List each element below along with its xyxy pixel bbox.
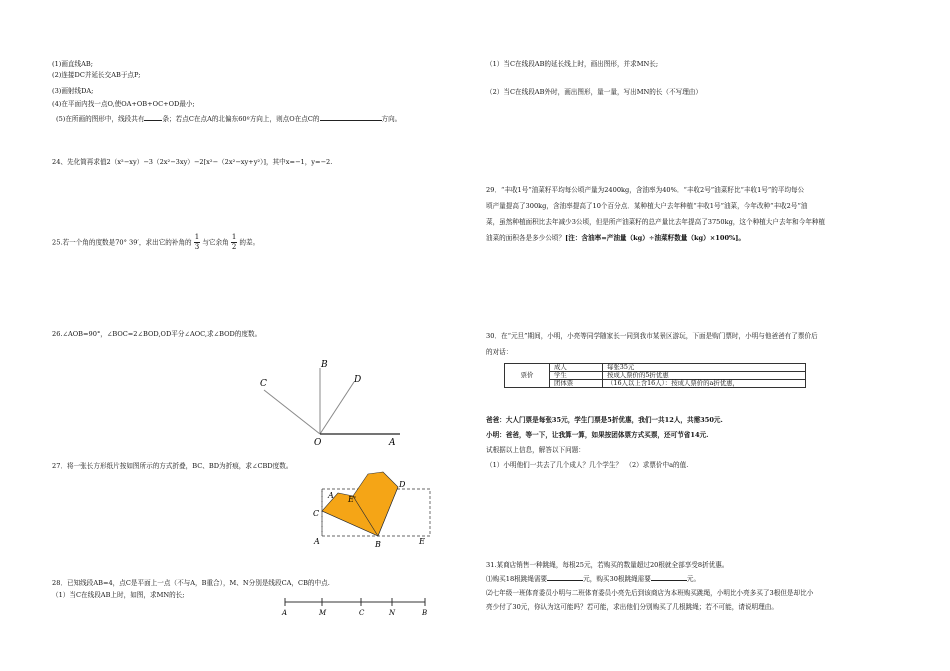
question-31-line3: ⑵七年级一班体育委员小明与二班体育委员小亮先后到该商店为本班购买跳绳，小明比小亮多买了3根但是却比小 (486, 589, 814, 597)
question-30-line3: 试根据以上信息，解答以下问题： (486, 446, 585, 454)
question-24: 24、先化简再求值2（x²−xy）−3（2x²−3xy）−2[x²−（2x²−xy+y²）]，其中x=−1，y=−2. (52, 158, 333, 166)
fraction-one-third: $\frac{1}{3}$ (194, 233, 200, 251)
ray-oc (264, 390, 320, 434)
dialogue-xiaoming: 小明：爸爸，等一下，让我算一算，如果按团体票方式买票，还可节省14元. (486, 431, 709, 439)
label-a: A (282, 609, 288, 617)
fraction-one-half: $\frac{1}{2}$ (231, 233, 237, 251)
question-28-part1: （1）当C在线段AB上时，如图，求MN的长; (52, 591, 185, 599)
table-cell: 每张35元 (603, 364, 806, 372)
q25-text-c: 的差。 (239, 238, 260, 247)
answer-blank[interactable] (144, 120, 162, 121)
question-29-line4 (486, 234, 745, 242)
q25-text-b: 与它余角 (202, 238, 229, 247)
ray-od (320, 382, 354, 434)
q29-question: 油菜的面积各是多少公顷？ (486, 234, 566, 242)
label-e-prime: E' (348, 495, 357, 504)
label-d: D (354, 375, 362, 385)
label-a: A (389, 438, 396, 448)
q-prev-step2: (2)连接DC并延长交AB于点P; (52, 71, 141, 79)
table-cell: 学生 (550, 372, 603, 380)
question-29-line3: 菜，虽然种植面积比去年减少3公顷，但是所产油菜籽的总产量比去年提高了3750kg，这个种植大户去年和今年种植 (486, 218, 826, 226)
q-prev-step5-b: 条；若点C在点A的北偏东60º方向上，则点O在点C的 (162, 115, 320, 123)
answer-blank[interactable] (547, 580, 583, 581)
q31-part1-b: 元，购买30根跳绳需要 (583, 575, 651, 583)
q-prev-step3: (3)画射线DA; (52, 87, 94, 95)
question-27: 27．将一张长方形纸片按如图所示的方式折叠，BC、BD为折痕，求∠CBD度数。 (52, 462, 293, 470)
dialogue-dad: 爸爸：大人门票是每张35元，学生门票是5折优惠，我们一共12人，共需350元. (486, 416, 723, 424)
table-row (505, 380, 806, 388)
table-cell: 成人 (550, 364, 603, 372)
question-30-line4: （1）小明他们一共去了几个成人？几个学生？ （2）求票价中a的值. (486, 461, 689, 469)
question-31-line4: 亮少付了30元，你认为这可能吗？若可能，求出他们分别购买了几根跳绳；若不可能，请说明理由。 (486, 603, 778, 611)
q-prev-step5 (56, 115, 401, 123)
label-c: C (313, 509, 320, 518)
question-28-cont-part2: （2）当C在线段AB外时，画出图形，量一量，写出MN的长（不写理由） (486, 88, 702, 96)
label-b: B (422, 609, 428, 617)
label-m: M (319, 609, 327, 617)
q31-part1-c: 元。 (686, 575, 701, 583)
ticket-price-table (504, 363, 806, 388)
q-prev-step4: (4)在平面内找一点O,使OA+OB+OC+OD最小; (52, 100, 195, 108)
label-b: B (375, 540, 381, 549)
answer-blank[interactable] (320, 120, 382, 121)
q-prev-step1: (1)画直线AB; (52, 60, 93, 68)
question-26: 26.∠AOB=90°，∠BOC=2∠BOD,OD平分∠AOC,求∠BOD的度数。 (52, 330, 262, 338)
label-c: C (359, 609, 365, 617)
q31-part1-a: ⑴购买18根跳绳需要 (486, 575, 548, 583)
question-31-line2 (486, 575, 700, 583)
angle-figure (250, 352, 410, 452)
question-25 (52, 233, 259, 252)
q-prev-step5-c: 方向。 (381, 115, 402, 123)
label-d: D (399, 480, 406, 489)
question-28-cont-part1: （1）当C在线段AB的延长线上时，画出图形，并求MN长; (486, 60, 659, 68)
question-30-line1: 30．在“元旦”期间，小明，小亮等同学随家长一同到我市某景区游玩，下面是购门票时，小明与他爸爸有了票价后 (486, 332, 818, 340)
question-30-line2: 的对话： (486, 348, 513, 356)
label-n: N (389, 609, 396, 617)
table-cell: 团体票 (550, 380, 603, 388)
q29-note: [注：含油率=产油量（kg）÷油菜籽数量（kg）×100%]。 (565, 234, 746, 242)
table-header-price: 票价 (505, 364, 550, 388)
folding-figure (308, 466, 440, 550)
segment-figure (275, 594, 435, 618)
label-a-prime: A (328, 491, 334, 500)
q25-text-a: 25.若一个角的度数是70° 39′，求出它的补角的 (52, 238, 192, 247)
label-o: O (314, 438, 322, 448)
label-a: A (314, 537, 320, 546)
table-cell: （16人以上含16人）：按成人票价的a折优惠， (603, 380, 806, 388)
answer-blank[interactable] (651, 580, 687, 581)
label-e: E (419, 537, 425, 546)
question-29-line1: 29．“丰收1号”油菜籽平均每公顷产量为2400kg，含油率为40%．“丰收2号”油菜籽比“丰收1号”的平均每公 (486, 186, 805, 194)
table-cell: 按成人票价的5折优惠 (603, 372, 806, 380)
label-c: C (260, 379, 267, 389)
question-29-line2: 顷产量提高了300kg，含油率提高了10个百分点．某种植大户去年种植“丰收1号”油菜，今年改种“丰收2号”油 (486, 202, 808, 210)
question-28: 28．已知线段AB=4，点C是平面上一点（不与A，B重合），M、N分别是线段CA，CB的中点. (52, 579, 330, 587)
question-31-line1: 31.某商店销售一种跳绳，每根25元，若购买的数量超过20根就全部享受8折优惠。 (486, 561, 729, 569)
q-prev-step5-a: (5)在所画的图形中，线段共有 (56, 115, 145, 123)
label-b: B (321, 360, 328, 370)
